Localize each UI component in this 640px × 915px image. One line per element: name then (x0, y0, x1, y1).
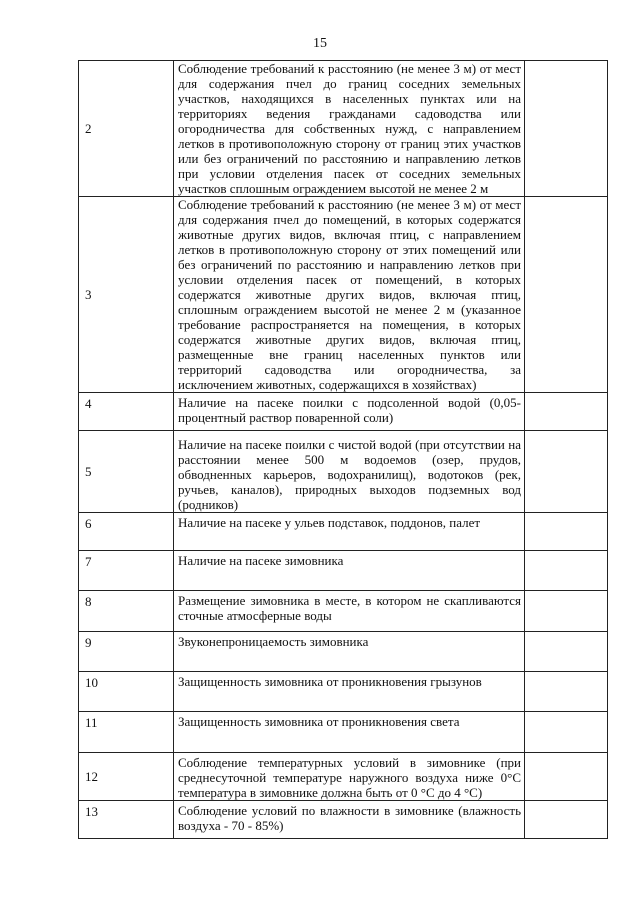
row-number: 4 (85, 396, 92, 411)
table-row (79, 712, 608, 753)
requirement-cell (174, 591, 525, 632)
requirement-text: Наличие на пасеке зимовника (178, 553, 344, 568)
requirement-text: Защищенность зимовника от проникновения грызунов (178, 674, 482, 689)
table-row (79, 393, 608, 431)
requirement-cell (174, 551, 525, 591)
row-number: 10 (85, 675, 98, 690)
row-number: 9 (85, 635, 92, 650)
answer-cell[interactable] (525, 801, 608, 839)
row-number-cell (79, 431, 174, 513)
row-number: 8 (85, 594, 92, 609)
row-number-cell (79, 393, 174, 431)
row-number-cell (79, 632, 174, 672)
answer-cell[interactable] (525, 712, 608, 753)
requirement-text: Защищенность зимовника от проникновения света (178, 714, 460, 729)
row-number-cell (79, 801, 174, 839)
row-number-cell (79, 197, 174, 393)
row-number: 13 (85, 804, 98, 819)
row-number: 3 (85, 287, 92, 302)
requirement-cell (174, 393, 525, 431)
row-number-cell (79, 672, 174, 712)
table-row (79, 197, 608, 393)
answer-cell[interactable] (525, 753, 608, 801)
table-row (79, 591, 608, 632)
row-number: 2 (85, 121, 92, 136)
requirement-cell (174, 61, 525, 197)
answer-cell[interactable] (525, 61, 608, 197)
requirement-text: Наличие на пасеке поилки с чистой водой (при отсутствии на расстоянии менее 500 м водоемов (озер, прудов, обводненных карьеров, водохранилищ), водотоков (рек, ручьев, каналов), природных выходов подземных вод (родников) (178, 437, 521, 512)
row-number: 12 (85, 769, 98, 784)
row-number: 7 (85, 554, 92, 569)
table-row (79, 61, 608, 197)
row-number: 11 (85, 715, 98, 730)
requirement-cell (174, 431, 525, 513)
requirement-text: Соблюдение температурных условий в зимовнике (при среднесуточной температуре наружного воздуха ниже 0°С температура в зимовнике должна быть от 0 °С до 4 °С) (178, 755, 521, 800)
table-row (79, 513, 608, 551)
requirement-cell (174, 712, 525, 753)
answer-cell[interactable] (525, 513, 608, 551)
row-number: 5 (85, 464, 92, 479)
table-row (79, 801, 608, 839)
requirement-text: Размещение зимовника в месте, в котором не скапливаются сточные атмосферные воды (178, 593, 521, 623)
table-row (79, 431, 608, 513)
requirement-text: Соблюдение требований к расстоянию (не менее 3 м) от мест для содержания пчел до помещений, в которых содержатся животные других видов, включая птиц, с направлением летков в противоположную сторону от этих помещений или без ограничений по расстоянию и направлению летков при условии отделения пасек от помещений, в которых содержатся животные других видов, включая птиц, сплошным ограждением высотой не менее 2 м (указанное требование распространяется на помещения, в которых содержатся животные других видов, включая птиц, размещенные вне границ населенных пунктов или территорий садоводства или огородничества, за исключением животных, содержащихся в хозяйствах) (178, 197, 521, 392)
row-number: 6 (85, 516, 92, 531)
requirement-cell (174, 672, 525, 712)
checklist-table (78, 60, 608, 839)
requirement-text: Соблюдение требований к расстоянию (не менее 3 м) от мест для содержания пчел до границ соседних земельных участков, находящихся в населенных пунктах или на территориях ведения гражданами садоводства или огородничества для собственных нужд, с направлением летков в противоположную сторону от границ этих участков или без ограничений по расстоянию и направлению летков при условии отделения пасек от соседних земельных участков сплошным ограждением высотой не менее 2 м (178, 61, 521, 196)
answer-cell[interactable] (525, 393, 608, 431)
row-number-cell (79, 513, 174, 551)
requirement-cell (174, 632, 525, 672)
requirement-cell (174, 513, 525, 551)
requirement-text: Соблюдение условий по влажности в зимовнике (влажность воздуха - 70 - 85%) (178, 803, 521, 833)
requirement-text: Наличие на пасеке поилки с подсоленной водой (0,05-процентный раствор поваренной соли) (178, 395, 521, 425)
table-row (79, 632, 608, 672)
row-number-cell (79, 61, 174, 197)
answer-cell[interactable] (525, 431, 608, 513)
answer-cell[interactable] (525, 591, 608, 632)
answer-cell[interactable] (525, 632, 608, 672)
requirement-cell (174, 801, 525, 839)
answer-cell[interactable] (525, 672, 608, 712)
row-number-cell (79, 591, 174, 632)
row-number-cell (79, 753, 174, 801)
requirement-text: Наличие на пасеке у ульев подставок, поддонов, палет (178, 515, 481, 530)
requirement-cell (174, 753, 525, 801)
table-row (79, 551, 608, 591)
table-row (79, 753, 608, 801)
page-number: 15 (313, 36, 327, 51)
table-row (79, 672, 608, 712)
requirement-text: Звуконепроницаемость зимовника (178, 634, 369, 649)
answer-cell[interactable] (525, 551, 608, 591)
row-number-cell (79, 551, 174, 591)
row-number-cell (79, 712, 174, 753)
answer-cell[interactable] (525, 197, 608, 393)
requirement-cell (174, 197, 525, 393)
